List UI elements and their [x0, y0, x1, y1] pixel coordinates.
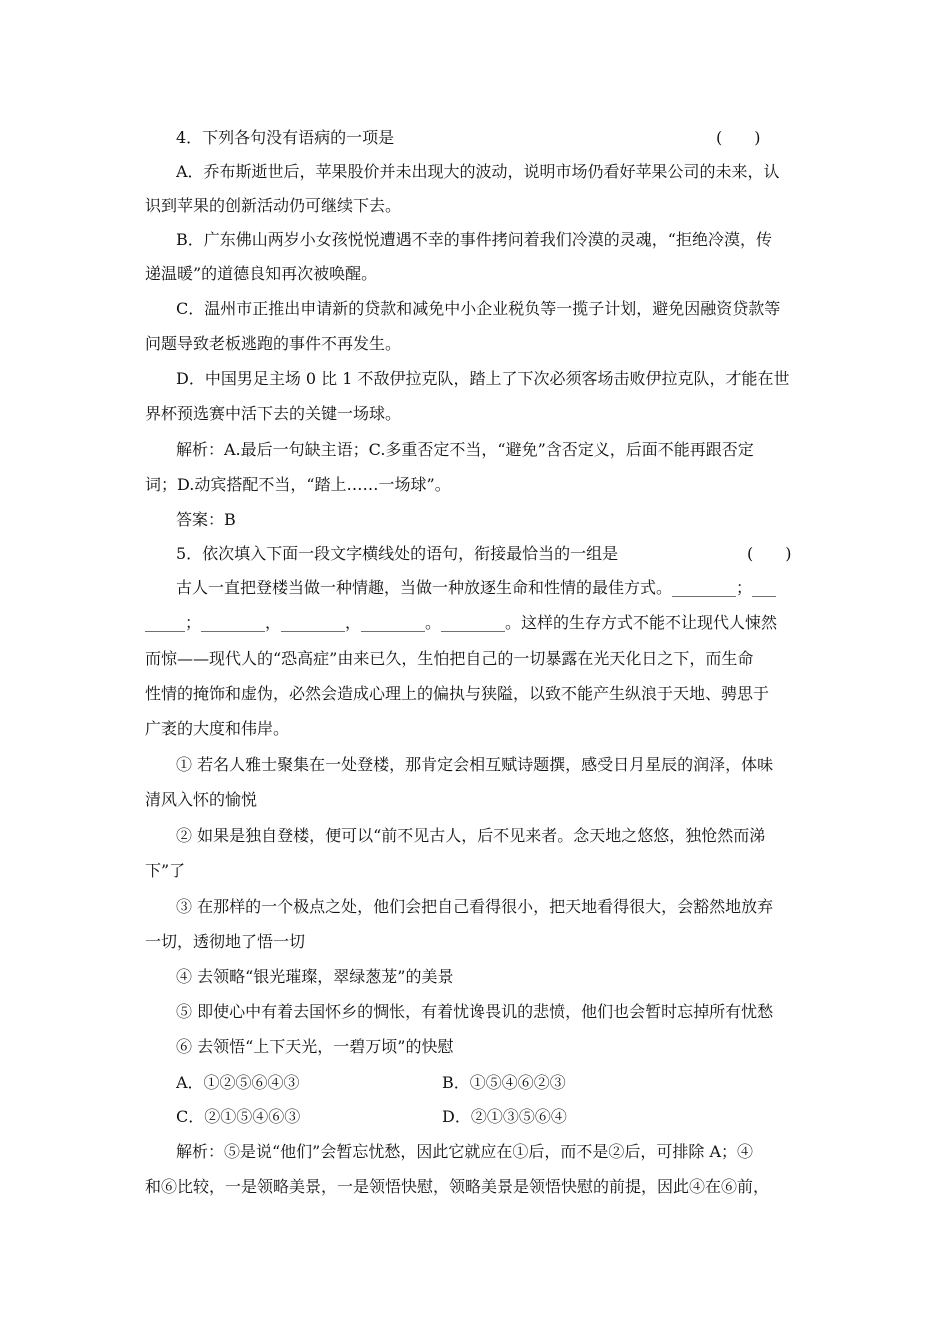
q5-sentence-1-line2: 清风入怀的愉悦 — [145, 790, 258, 809]
q5-sentence-5: ⑤ 即使心中有着去国怀乡的惆怅，有着忧谗畏讥的悲愤，他们也会暂时忘掉所有忧愁 — [176, 1002, 774, 1021]
q5-option-b: B．①⑤④⑥②③ — [442, 1073, 566, 1092]
q5-passage-line4: 性情的掩饰和虚伪，必然会造成心理上的偏执与狭隘，以致不能产生纵浪于天地、骋思于 — [145, 684, 770, 703]
q4-option-c-line2: 问题导致老板逃跑的事件不再发生。 — [145, 334, 402, 353]
q5-sentence-2-line1: ② 如果是独自登楼，便可以“前不见古人，后不见来者。念天地之悠悠，独怆然而涕 — [176, 826, 766, 845]
q5-passage-line2: _____；________，________，________。________。这样的生存方式不能不让现代人悚然 — [145, 613, 778, 632]
q4-option-d-line1: D．中国男足主场 0 比 1 不敌伊拉克队，踏上了下次必须客场击败伊拉克队，才能在世 — [176, 369, 790, 388]
q5-sentence-2-line2: 下”了 — [145, 861, 186, 880]
q5-passage-line5: 广袤的大度和伟岸。 — [145, 719, 290, 738]
q5-sentence-3-line2: 一切，透彻地了悟一切 — [145, 932, 306, 951]
q5-sentence-4: ④ 去领略“银光璀璨，翠绿葱茏”的美景 — [176, 967, 454, 986]
q5-passage-line1: 古人一直把登楼当做一种情趣，当做一种放逐生命和性情的最佳方式。________；___ — [176, 578, 777, 597]
q5-passage-line3: 而惊——现代人的“恐高症”由来已久，生怕把自己的一切暴露在光天化日之下，而生命 — [145, 649, 754, 668]
q4-option-d-line2: 界杯预选赛中活下去的关键一场球。 — [145, 404, 402, 423]
q5-sentence-1-line1: ① 若名人雅士聚集在一处登楼，那肯定会相互赋诗题撰，感受日月星辰的润泽，体味 — [176, 755, 774, 774]
q5-analysis-line1: 解析：⑤是说“他们”会暂忘忧愁，因此它就应在①后，而不是②后，可排除 A；④ — [176, 1142, 754, 1161]
q5-stem: 5．依次填入下面一段文字横线处的语句，衔接最恰当的一组是 — [176, 544, 619, 563]
q4-analysis-line2: 词；D.动宾搭配不当，“踏上……一场球”。 — [145, 475, 451, 494]
q5-analysis-line2: 和⑥比较，一是领略美景，一是领悟快慰，领略美景是领悟快慰的前提，因此④在⑥前， — [145, 1177, 770, 1196]
q4-answer-paren: ( ) — [716, 128, 761, 147]
q4-option-b-line1: B．广东佛山两岁小女孩悦悦遭遇不幸的事件拷问着我们冷漠的灵魂，“拒绝冷漠，传 — [176, 230, 772, 249]
q5-option-a: A．①②⑤⑥④③ — [176, 1073, 300, 1092]
q5-sentence-3-line1: ③ 在那样的一个极点之处，他们会把自己看得很小，把天地看得很大，会豁然地放弃 — [176, 897, 774, 916]
q5-answer-paren: ( ) — [747, 544, 792, 563]
q4-option-a-line2: 识到苹果的创新活动仍可继续下去。 — [145, 196, 402, 215]
q4-option-a-line1: A．乔布斯逝世后，苹果股价并未出现大的波动，说明市场仍看好苹果公司的未来，认 — [176, 162, 780, 181]
q4-option-c-line1: C．温州市正推出申请新的贷款和减免中小企业税负等一揽子计划，避免因融资贷款等 — [176, 299, 781, 318]
q5-option-c: C．②①⑤④⑥③ — [176, 1107, 301, 1126]
q5-option-d: D．②①③⑤⑥④ — [442, 1107, 567, 1126]
q4-analysis-line1: 解析：A.最后一句缺主语；C.多重否定不当，“避免”含否定义，后面不能再跟否定 — [176, 440, 754, 459]
q5-sentence-6: ⑥ 去领悟“上下天光，一碧万顷”的快慰 — [176, 1037, 454, 1056]
q4-option-b-line2: 递温暖”的道德良知再次被唤醒。 — [145, 264, 378, 283]
q4-answer: 答案：B — [176, 510, 236, 529]
q4-stem: 4．下列各句没有语病的一项是 — [176, 128, 395, 147]
